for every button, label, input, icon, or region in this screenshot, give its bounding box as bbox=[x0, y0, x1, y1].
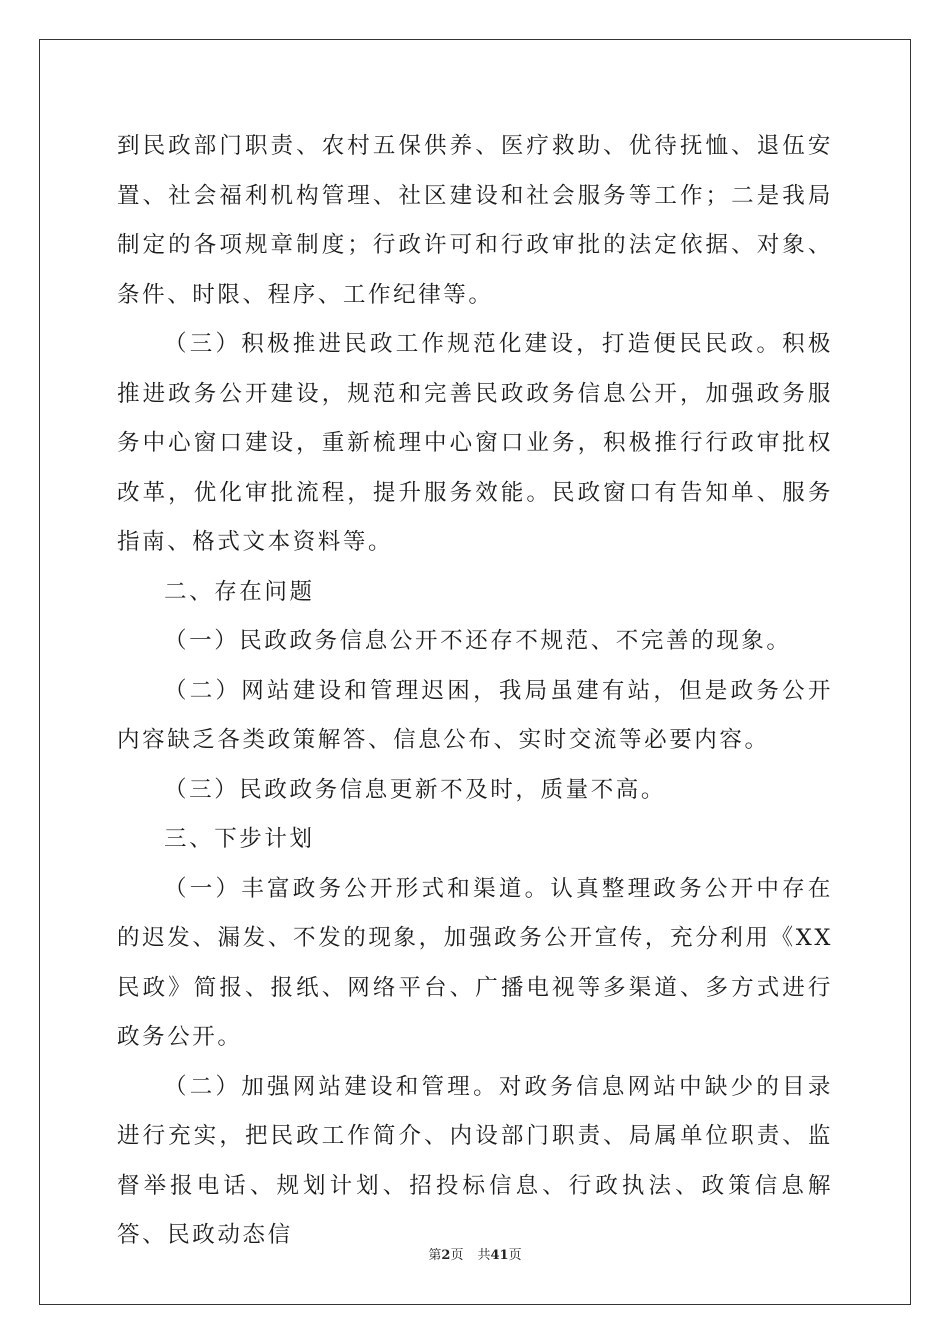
page-number: 2 bbox=[441, 1248, 451, 1263]
paragraph: （一）民政政务信息公开不还存不规范、不完善的现象。 bbox=[164, 628, 792, 654]
page-footer bbox=[0, 1244, 950, 1263]
section-heading: 三、下步计划 bbox=[164, 826, 315, 852]
page-label-suffix: 页 bbox=[450, 1248, 464, 1263]
paragraph: （一）丰富政务公开形式和渠道。认真整理政务公开中存在的迟发、漏发、不发的现象，加强政务公开宣传，充分利用《XX民政》简报、报纸、网络平台、广播电视等多渠道、多方式进行政务公开。 bbox=[117, 875, 833, 1050]
total-label-suffix: 页 bbox=[508, 1248, 522, 1263]
document-body bbox=[117, 122, 833, 1261]
total-label-prefix: 共 bbox=[477, 1248, 491, 1263]
paragraph: （三）积极推进民政工作规范化建设，打造便民民政。积极推进政务公开建设，规范和完善民政政务信息公开，加强政务服务中心窗口建设，重新梳理中心窗口业务，积极推行行政审批权改革，优化审批流程，提升服务效能。民政窗口有告知单、服务指南、格式文本资料等。 bbox=[117, 331, 833, 555]
paragraph: （三）民政政务信息更新不及时，质量不高。 bbox=[164, 776, 667, 803]
paragraph: （二）加强网站建设和管理。对政务信息网站中缺少的目录进行充实，把民政工作简介、内设部门职责、局属单位职责、监督举报电话、规划计划、招投标信息、行政执法、政策信息解答、民政动态信 bbox=[117, 1073, 833, 1248]
page-label-prefix: 第 bbox=[428, 1248, 442, 1263]
section-heading: 二、存在问题 bbox=[164, 578, 315, 605]
paragraph: （二）网站建设和管理迟困，我局虽建有站，但是政务公开内容缺乏各类政策解答、信息公布、实时交流等必要内容。 bbox=[117, 677, 833, 753]
total-pages: 41 bbox=[490, 1248, 509, 1263]
paragraph: 到民政部门职责、农村五保供养、医疗救助、优待抚恤、退伍安置、社会福利机构管理、社区建设和社会服务等工作；二是我局制定的各项规章制度；行政许可和行政审批的法定依据、对象、条件、时限、程序、工作纪律等。 bbox=[117, 133, 833, 308]
